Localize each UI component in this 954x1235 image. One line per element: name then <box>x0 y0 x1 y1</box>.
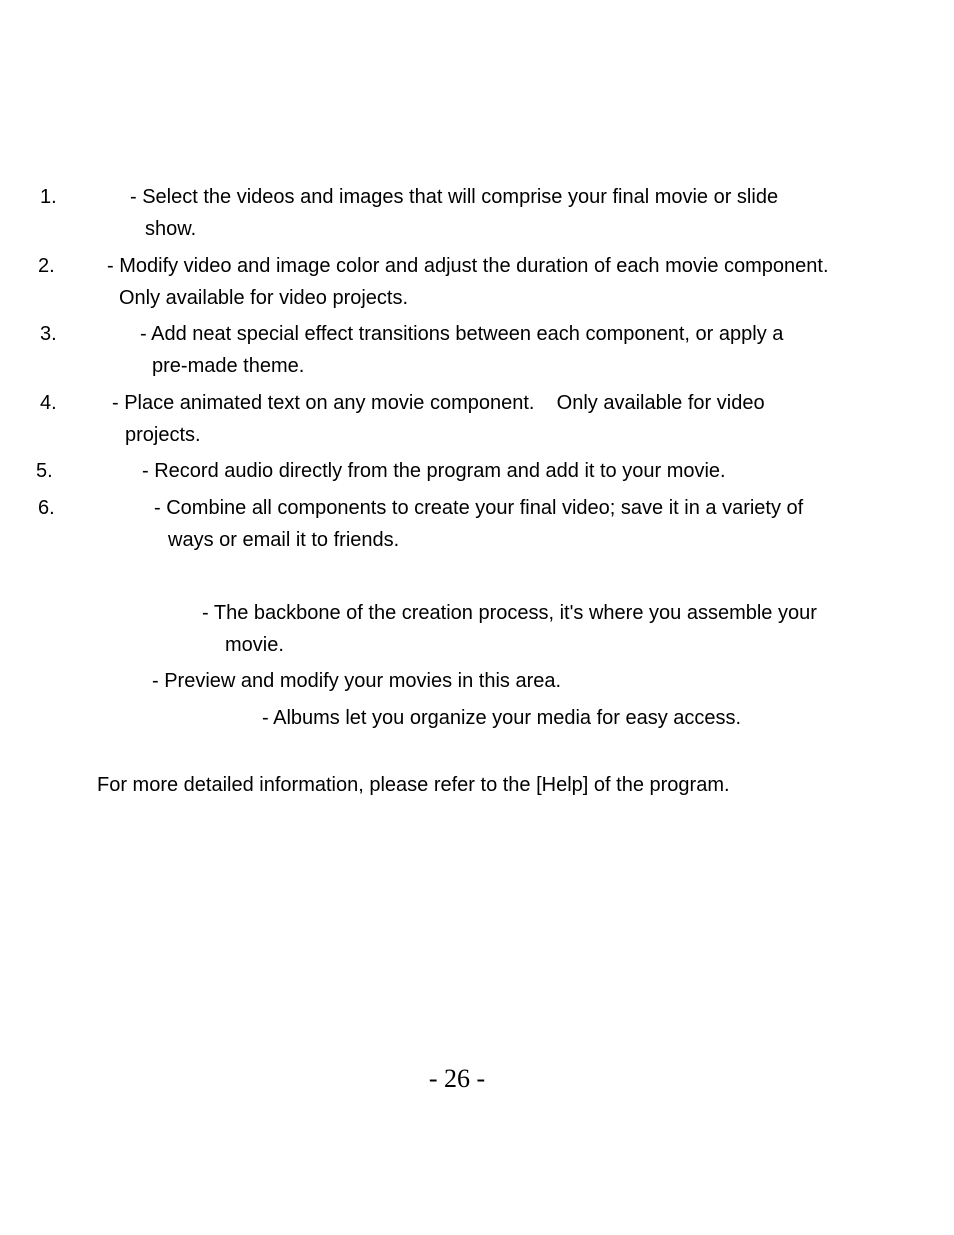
step-3-text-cont: pre-made theme. <box>152 355 305 377</box>
step-4-text: - Place animated text on any movie component. Only available for video <box>112 392 765 414</box>
step-5-number: 5. <box>36 460 53 482</box>
step-2-text-cont: Only available for video projects. <box>119 287 409 309</box>
step-3-text: - Add neat special effect transitions between each component, or apply a <box>140 323 784 345</box>
step-6-number: 6. <box>38 497 55 519</box>
page-number: - 26 - <box>428 1064 486 1093</box>
step-1-number: 1. <box>40 186 57 208</box>
step-6-text: - Combine all components to create your final video; save it in a variety of <box>154 497 804 519</box>
help-note: For more detailed information, please refer to the [Help] of the program. <box>97 774 730 796</box>
area-storyboard-text-cont: movie. <box>225 634 284 656</box>
step-4-number: 4. <box>40 392 57 414</box>
step-1-text: - Select the videos and images that will comprise your final movie or slide <box>130 186 779 208</box>
area-albums-text: - Albums let you organize your media for easy access. <box>262 707 742 729</box>
step-3-number: 3. <box>40 323 57 345</box>
area-preview-text: - Preview and modify your movies in this area. <box>152 670 562 692</box>
step-5-text: - Record audio directly from the program and add it to your movie. <box>142 460 726 482</box>
step-1-text-cont: show. <box>145 218 197 240</box>
area-storyboard-text: - The backbone of the creation process, it's where you assemble your <box>202 602 817 624</box>
step-4-text-cont: projects. <box>125 424 201 446</box>
step-2-text: - Modify video and image color and adjust the duration of each movie component. <box>107 255 829 277</box>
step-2-number: 2. <box>38 255 55 277</box>
step-6-text-cont: ways or email it to friends. <box>168 529 400 551</box>
